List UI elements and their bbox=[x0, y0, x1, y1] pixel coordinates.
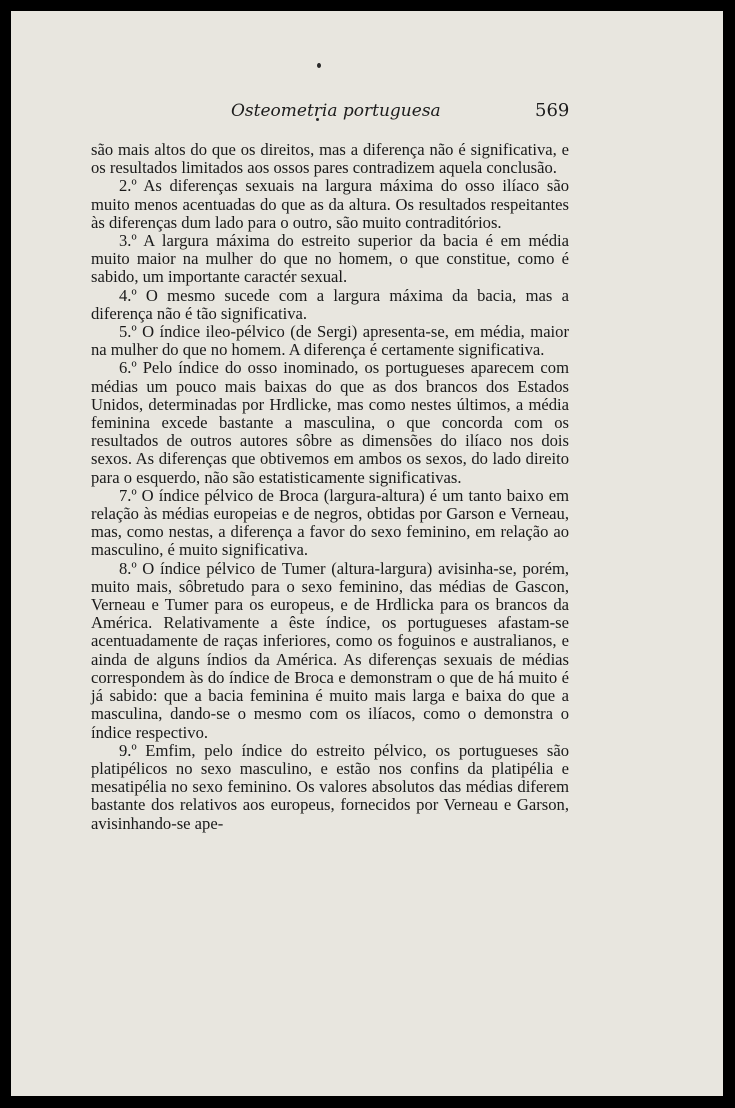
page-header bbox=[11, 101, 723, 125]
paragraph-conclusion-9: 9.º Emfim, pelo índice do estreito pélvico, os portugueses são platipélicos no sexo masculino, e estão nos confins da platipélia e mesatipélia no sexo feminino. Os valores absolutos das médias diferem bastante dos relativos aos europeus, fornecidos por Verneau e Garson, avisinhando-se ape- bbox=[91, 740, 569, 833]
paragraph-conclusion-2: 2.º As diferenças sexuais na largura máxima do osso ilíaco são muito menos acentuadas do que as da altura. Os resultados respeitantes às diferenças dum lado para o outro, são muito contraditórios. bbox=[91, 176, 569, 232]
paragraph-conclusion-8: 8.º O índice pélvico de Tumer (altura-largura) avisinha-se, porém, muito mais, sôbretudo para o sexo feminino, das médias de Gascon, Verneau e Tumer para os europeus, e de Hrdlicka para os brancos da América. Relativamente a êste índice, os portugueses afastam-se acentuadamente de raças inferiores, como os foguinos e australianos, e ainda de alguns índios da América. As diferenças sexuais de médias correspondem às do índice de Broca e demonstram o que de há muito é já sabido: que a bacia feminina é muito mais larga e baixa do que a masculina, dando-se o mesmo com os ilíacos, como o demonstra o índice respectivo. bbox=[91, 558, 569, 742]
paragraph-conclusion-3: 3.º A largura máxima do estreito superior da bacia é em média muito maior na mulher do que no homem, o que constitue, como é sabido, um importante caractér sexual. bbox=[91, 231, 569, 287]
paragraph-conclusion-6: 6.º Pelo índice do osso inominado, os portugueses aparecem com médias um pouco mais baixas do que as dos brancos dos Estados Unidos, determinadas por Hrdlicke, mas como nestes últimos, a média feminina excede bastante a masculina, o que concorda com os resultados de outros autores sôbre as dimensões do ilíaco nos dois sexos. As diferenças que obtivemos em ambos os sexos, do lado direito para o esquerdo, não são estatisticamente significativas. bbox=[91, 358, 569, 487]
ink-speck bbox=[317, 63, 321, 68]
paragraph-conclusion-7: 7.º O índice pélvico de Broca (largura-altura) é um tanto baixo em relação às médias europeias e de negros, obtidas por Garson e Verneau, mas, como nestas, a diferença a favor do sexo feminino, em relação ao masculino, é muito significativa. bbox=[91, 485, 569, 560]
book-page bbox=[11, 11, 723, 1096]
paragraph-conclusion-5: 5.º O índice ileo-pélvico (de Sergi) apresenta-se, em média, maior na mulher do que no homem. A diferença é certamente significativa. bbox=[91, 322, 569, 360]
paragraph-conclusion-4: 4.º O mesmo sucede com a largura máxima da bacia, mas a diferença não é tão significativa. bbox=[91, 285, 569, 323]
page-number: 569 bbox=[535, 100, 570, 121]
running-title: Osteometria portuguesa bbox=[231, 101, 441, 121]
body-text bbox=[91, 141, 569, 833]
paragraph-continuation: são mais altos do que os direitos, mas a diferença não é significativa, e os resultados limitados aos ossos pares contradizem aquela conclusão. bbox=[91, 140, 569, 178]
